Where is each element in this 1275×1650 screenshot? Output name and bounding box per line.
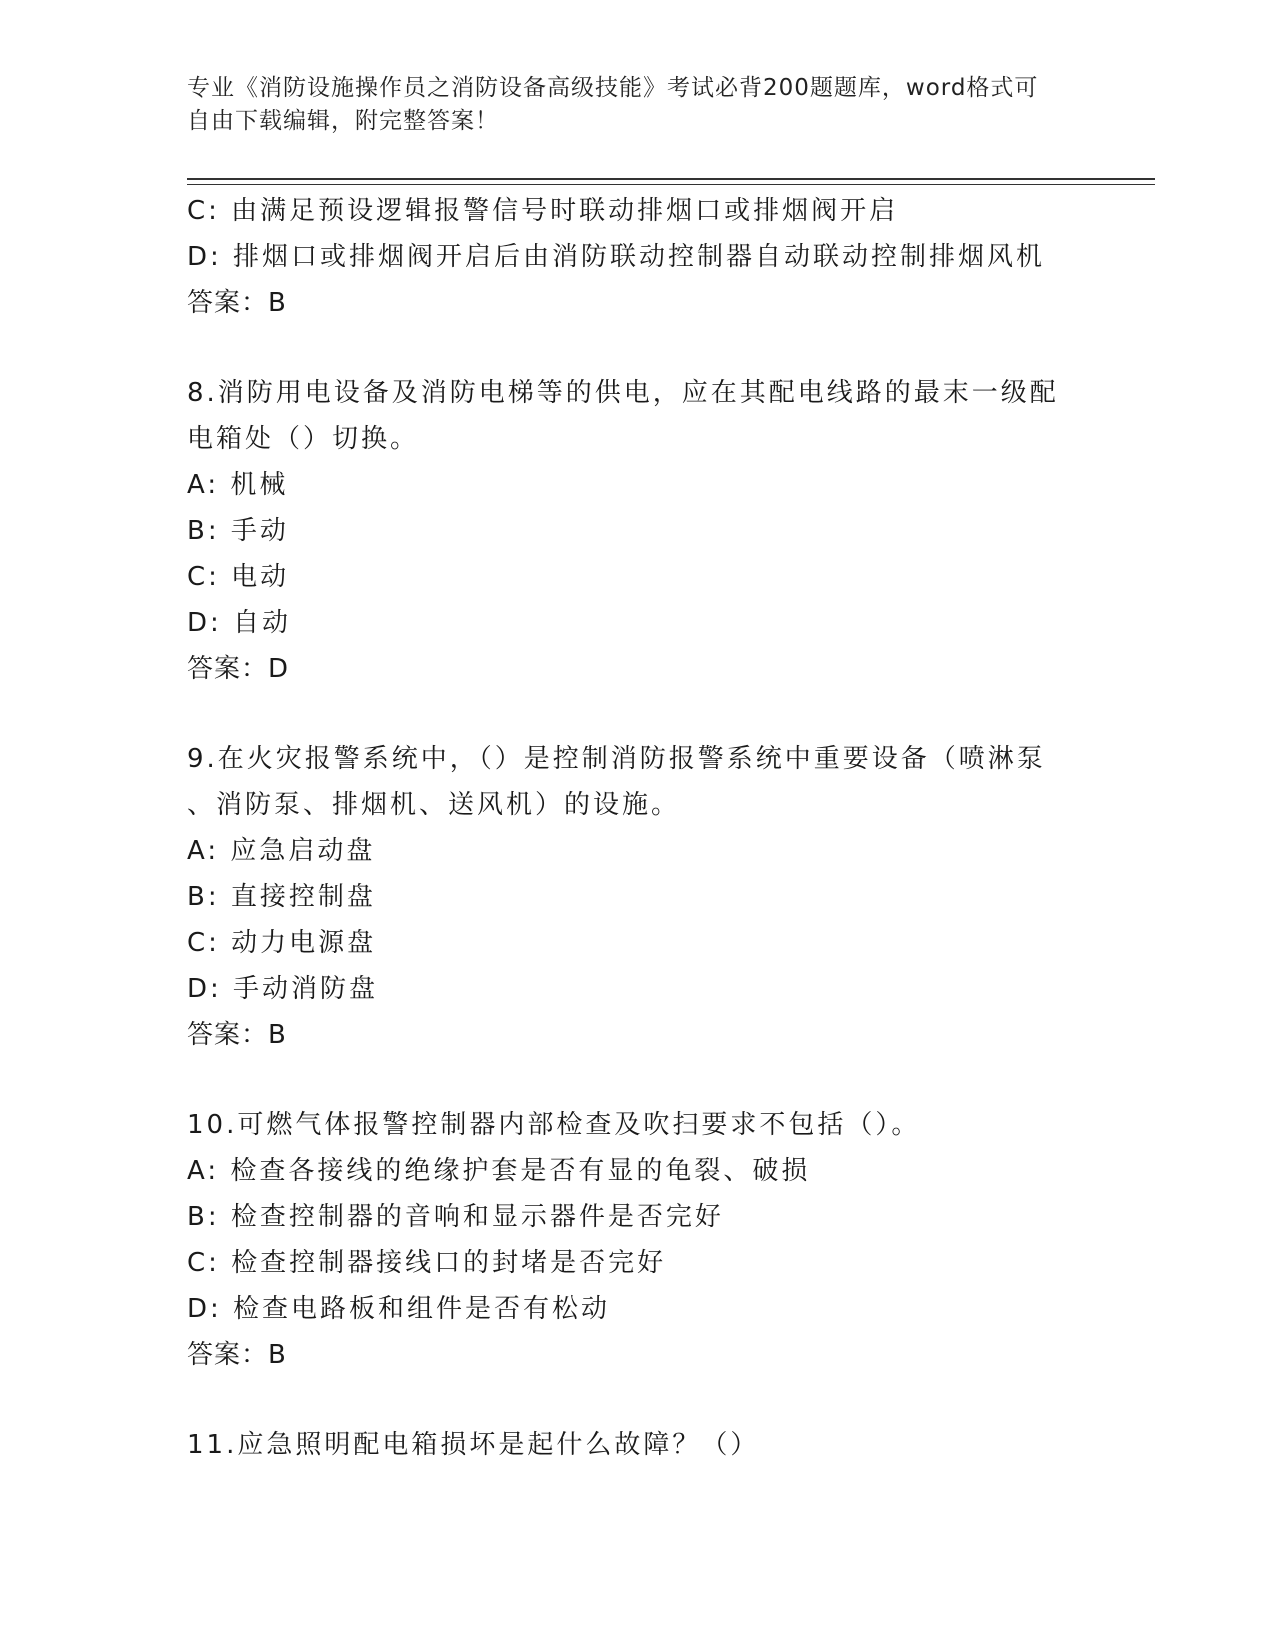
option-d: D: 排烟口或排烟阀开启后由消防联动控制器自动联动控制排烟风机 <box>187 242 1046 272</box>
header-line-2: 自由下载编辑，附完整答案！ <box>187 108 499 134</box>
carryover-block <box>187 188 1087 326</box>
header-divider-thick <box>187 178 1155 180</box>
question-10 <box>187 1102 1087 1378</box>
option-c: C: 检查控制器接线口的封堵是否完好 <box>187 1248 667 1278</box>
option-b: B: 检查控制器的音响和显示器件是否完好 <box>187 1202 724 1232</box>
option-c: C: 动力电源盘 <box>187 928 377 958</box>
answer: 答案：B <box>187 1340 287 1370</box>
question-text-cont: 、消防泵、排烟机、送风机）的设施。 <box>187 790 681 820</box>
question-text: 8.消防用电设备及消防电梯等的供电，应在其配电线路的最末一级配 <box>187 378 1059 408</box>
header-divider-thin <box>187 184 1155 185</box>
option-d: D: 自动 <box>187 608 292 638</box>
question-text: 9.在火灾报警系统中，（）是控制消防报警系统中重要设备（喷淋泵 <box>187 744 1046 774</box>
option-d: D: 检查电路板和组件是否有松动 <box>187 1294 611 1324</box>
option-b: B: 直接控制盘 <box>187 882 376 912</box>
document-header <box>187 72 1067 138</box>
question-11 <box>187 1422 1087 1468</box>
question-content <box>187 188 1087 1468</box>
option-a: A: 机械 <box>187 470 289 500</box>
question-text: 11.应急照明配电箱损坏是起什么故障？（） <box>187 1430 760 1460</box>
question-text: 10.可燃气体报警控制器内部检查及吹扫要求不包括（）。 <box>187 1110 921 1140</box>
option-c: C: 电动 <box>187 562 290 592</box>
question-text-cont: 电箱处（）切换。 <box>187 424 420 454</box>
answer: 答案：B <box>187 288 287 318</box>
option-c: C: 由满足预设逻辑报警信号时联动排烟口或排烟阀开启 <box>187 196 899 226</box>
option-a: A: 应急启动盘 <box>187 836 376 866</box>
question-8 <box>187 370 1087 692</box>
question-9 <box>187 736 1087 1058</box>
header-line-1: 专业《消防设施操作员之消防设备高级技能》考试必背200题题库，word格式可 <box>187 75 1039 101</box>
answer: 答案：B <box>187 1020 287 1050</box>
option-a: A: 检查各接线的绝缘护套是否有显的龟裂、破损 <box>187 1156 811 1186</box>
answer: 答案：D <box>187 654 290 684</box>
option-b: B: 手动 <box>187 516 289 546</box>
option-d: D: 手动消防盘 <box>187 974 379 1004</box>
